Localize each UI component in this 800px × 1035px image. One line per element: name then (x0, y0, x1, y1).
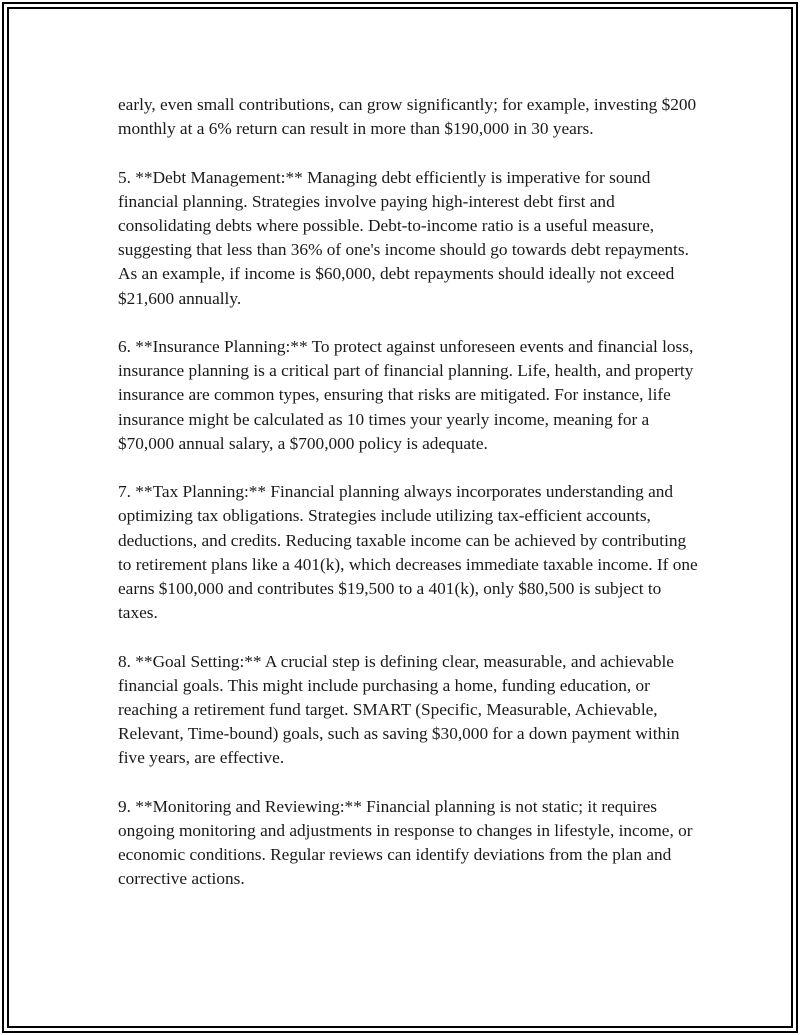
paragraph-debt-management: 5. **Debt Management:** Managing debt efficiently is imperative for sound financial planning. Strategies involve paying high-interest debt first and consolidating debts where possible. Debt-to-income ratio is a useful measure, suggesting that less than 36% of one's income should go towards debt repayments. As an example, if income is $60,000, debt repayments should ideally not exceed $21,600 annually. (118, 167, 689, 308)
paragraph-insurance-planning: 6. **Insurance Planning:** To protect against unforeseen events and financial loss, insurance planning is a critical part of financial planning. Life, health, and property insurance are common types, ensuring that risks are mitigated. For instance, life insurance might be calculated as 10 times your yearly income, meaning for a $70,000 annual salary, a $700,000 policy is adequate. (118, 337, 694, 453)
paragraph-compound-growth: early, even small contributions, can grow significantly; for example, investing $200 monthly at a 6% return can result in more than $190,000 in 30 years. (118, 95, 697, 139)
paragraph-monitoring-reviewing: 9. **Monitoring and Reviewing:** Financial planning is not static; it requires ongoing monitoring and adjustments in response to changes in lifestyle, income, or economic conditions. Regular reviews can identify deviations from the plan and corrective actions. (118, 796, 693, 889)
document-body (118, 93, 698, 916)
paragraph-tax-planning: 7. **Tax Planning:** Financial planning always incorporates understanding and optimizing tax obligations. Strategies include utilizing tax-efficient accounts, deductions, and credits. Reducing taxable income can be achieved by contributing to retirement plans like a 401(k), which decreases immediate taxable income. If one earns $100,000 and contributes $19,500 to a 401(k), only $80,500 is subject to taxes. (118, 482, 698, 623)
paragraph-goal-setting: 8. **Goal Setting:** A crucial step is defining clear, measurable, and achievable financial goals. This might include purchasing a home, funding education, or reaching a retirement fund target. SMART (Specific, Measurable, Achievable, Relevant, Time-bound) goals, such as saving $30,000 for a down payment within five years, are effective. (118, 651, 680, 768)
